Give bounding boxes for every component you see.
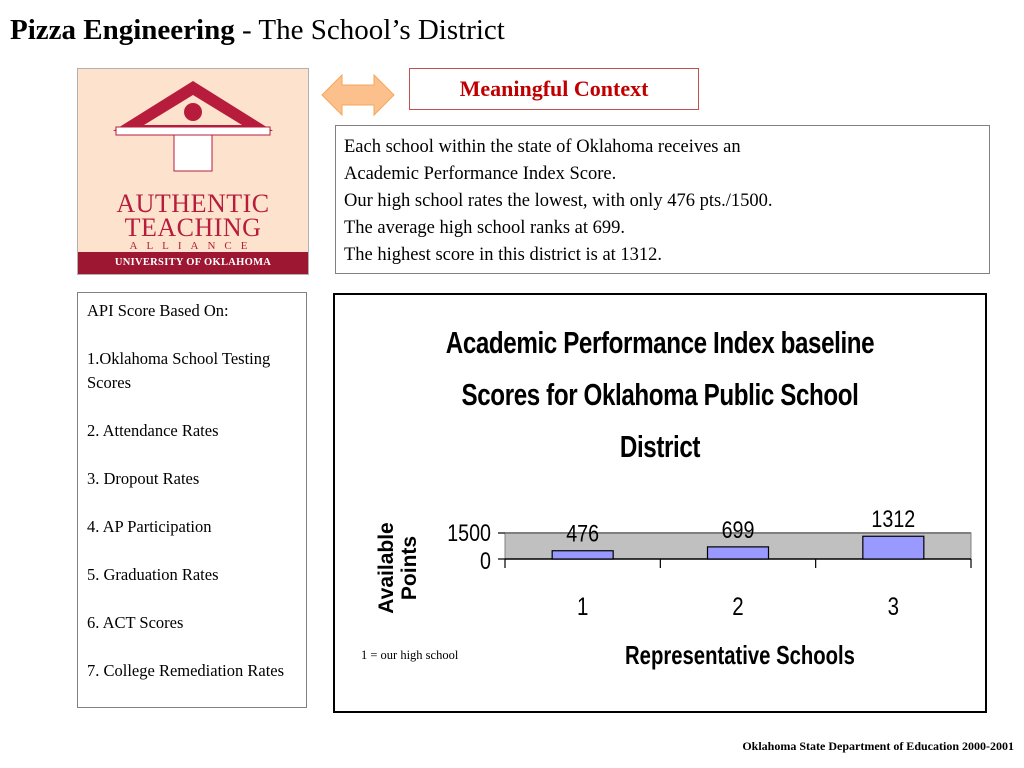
criteria-item: 2. Attendance Rates [87, 421, 219, 440]
criteria-item: 5. Graduation Rates [87, 565, 219, 584]
bar-data-label: 1312 [871, 505, 916, 533]
logo-band-university: UNIVERSITY OF OKLAHOMA [78, 252, 308, 274]
authentic-teaching-alliance-logo [77, 68, 309, 275]
logo-emblem-icon [78, 69, 308, 189]
y-tick-label: 0 [480, 547, 491, 575]
chart-y-axis-label: Available Points [375, 522, 421, 614]
info-line: Our high school rates the lowest, with only 476 pts./1500. [344, 191, 773, 211]
y-tick-label: 1500 [447, 519, 491, 547]
logo-line-authentic: AUTHENTIC [116, 189, 270, 218]
slide-title-bold: Pizza Engineering [10, 14, 235, 46]
logo-line-alliance: ALLIANCE [129, 240, 257, 252]
criteria-item: 3. Dropout Rates [87, 469, 200, 488]
chart-note: 1 = our high school [361, 648, 459, 662]
x-tick-label: 2 [732, 592, 744, 621]
slide-title [10, 14, 505, 47]
chart-title: Academic Performance Index baseline Scores for Oklahoma Public School District [445, 325, 875, 464]
criteria-item: 6. ACT Scores [87, 613, 184, 632]
x-tick-label: 3 [887, 592, 900, 621]
source-footer: Oklahoma State Department of Education 2000-2001 [742, 739, 1014, 753]
info-line: The average high school ranks at 699. [344, 218, 626, 238]
criteria-heading: API Score Based On: [87, 301, 229, 320]
bar-data-label: 476 [566, 519, 600, 548]
criteria-item: 4. AP Participation [87, 517, 212, 536]
info-text-box [335, 125, 990, 274]
chart-x-axis-label: Representative Schools [625, 640, 855, 670]
info-line: The highest score in this district is at 1312. [344, 245, 663, 265]
slide-title-rest: - The School’s District [234, 14, 505, 46]
api-bar-chart [333, 293, 987, 713]
meaningful-context-label: Meaningful Context [409, 68, 699, 110]
logo-line-teaching: TEACHING [124, 213, 262, 242]
bar [552, 551, 613, 559]
x-tick-label: 1 [576, 592, 589, 621]
bar [708, 547, 769, 559]
criteria-item: 7. College Remediation Rates [87, 661, 285, 680]
bar-data-label: 699 [721, 516, 755, 544]
info-line: Each school within the state of Oklahoma receives an [344, 137, 741, 157]
bar [863, 536, 924, 559]
criteria-item: 1.Oklahoma School Testing Scores [87, 349, 271, 392]
api-criteria-box [77, 292, 307, 708]
double-arrow-icon [320, 72, 396, 118]
info-line: Academic Performance Index Score. [344, 164, 617, 184]
